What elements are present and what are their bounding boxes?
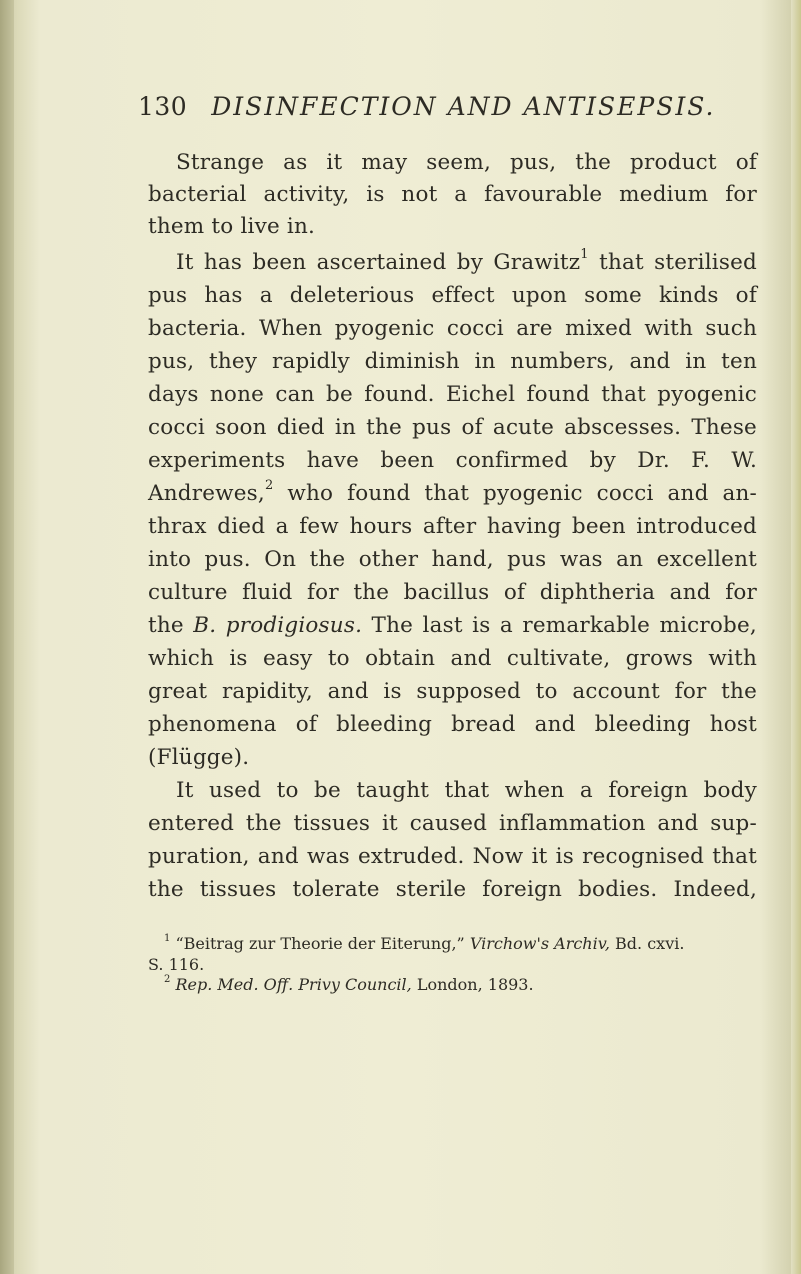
text-line: cocci soon died in the pus of acute abscesses. These <box>148 415 757 440</box>
text-line: culture fluid for the bacillus of diphtheria and for <box>148 580 757 605</box>
text-line: bacterial activity, is not a favourable medium for <box>148 182 757 207</box>
footnote-1-continued: S. 116. <box>148 955 205 974</box>
text-line: puration, and was extruded. Now it is recognised that <box>148 844 757 869</box>
text-line: days none can be found. Eichel found that pyogenic <box>148 382 757 407</box>
text-line: great rapidity, and is supposed to account for the <box>148 679 757 704</box>
text-line: It has been ascertained by Grawitz$^1$ that sterilised <box>176 247 757 275</box>
text-line: the B. prodigiosus. The last is a remarkable microbe, <box>148 613 757 638</box>
page-edge <box>791 0 801 1274</box>
text-line: Andrewes,$^2$ who found that pyogenic cocci and an- <box>148 478 757 506</box>
running-head <box>138 92 716 121</box>
book-spine-shadow <box>0 0 14 1274</box>
footnote-ref: 1 <box>580 247 589 262</box>
text-line: phenomena of bleeding bread and bleeding host <box>148 712 757 737</box>
species-name: B. prodigiosus. <box>193 613 363 638</box>
text-line: It used to be taught that when a foreign body <box>176 778 757 803</box>
footnote-ref: 2 <box>264 478 274 493</box>
page-number: 130 <box>138 92 188 121</box>
text-line: (Flügge). <box>148 745 250 770</box>
footnote-2: $^2$ Rep. Med. Off. Privy Council, London, 1893. <box>164 974 534 994</box>
text-line: into pus. On the other hand, pus was an excellent <box>148 547 757 572</box>
text-line: bacteria. When pyogenic cocci are mixed with such <box>148 316 757 341</box>
text-line: entered the tissues it caused inflammation and sup- <box>148 811 757 836</box>
text-line: thrax died a few hours after having been introduced <box>148 514 757 539</box>
text-line: Strange as it may seem, pus, the product of <box>176 150 757 175</box>
text-line: the tissues tolerate sterile foreign bodies. Indeed, <box>148 877 757 902</box>
text-line: them to live in. <box>148 214 316 239</box>
text-line: which is easy to obtain and cultivate, grows with <box>148 646 757 671</box>
running-title: DISINFECTION AND ANTISEPSIS. <box>211 92 716 121</box>
footnote-1: $^1$ “Beitrag zur Theorie der Eiterung,” Virchow's Archiv, Bd. cxvi. <box>164 933 685 953</box>
text-line: experiments have been confirmed by Dr. F. W. <box>148 448 757 473</box>
text-line: pus, they rapidly diminish in numbers, and in ten <box>148 349 757 374</box>
text-line: pus has a deleterious effect upon some kinds of <box>148 283 757 308</box>
